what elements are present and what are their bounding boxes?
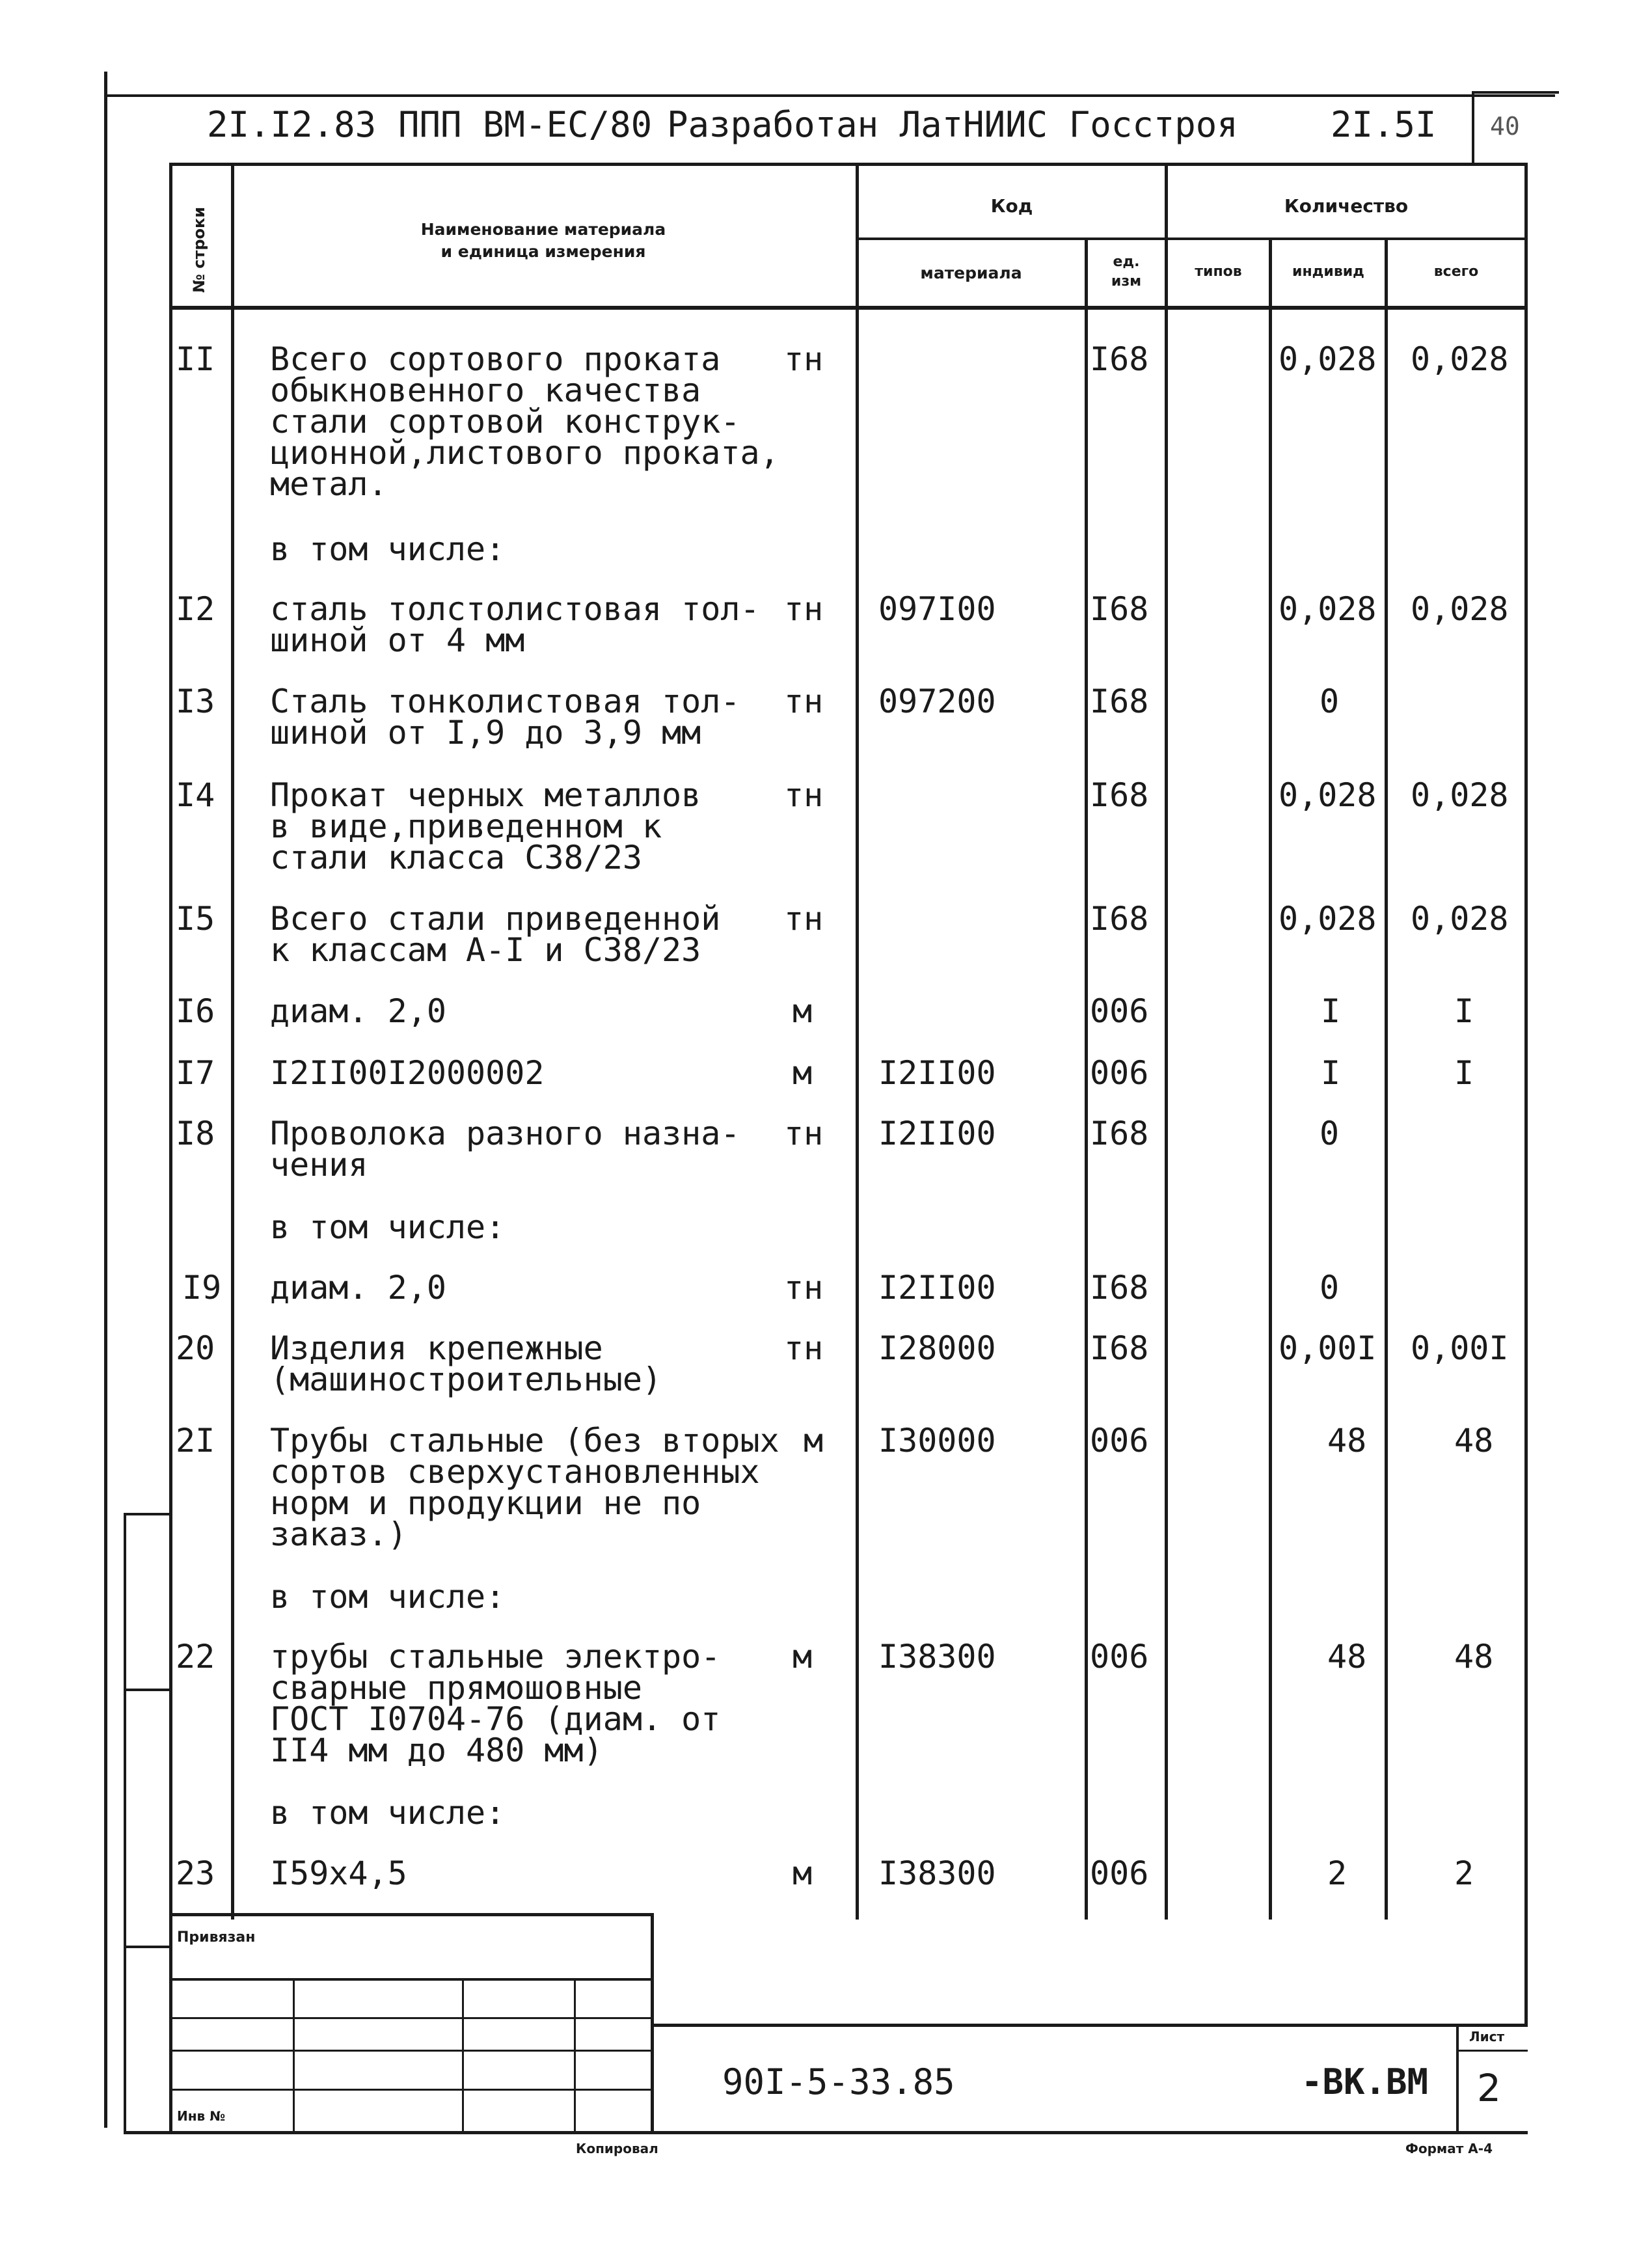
row-no: 2I <box>176 1422 215 1459</box>
row-unit: тн <box>784 776 824 814</box>
row-no: II <box>176 340 215 378</box>
margin-tick-1 <box>124 1513 172 1515</box>
sheet-number: 2 <box>1477 2066 1501 2110</box>
row-unit-code: I68 <box>1090 590 1149 628</box>
top-frame-line <box>104 94 1555 97</box>
row-no: I8 <box>176 1115 215 1152</box>
row-total: 2 <box>1454 1854 1474 1892</box>
row-unit: м <box>792 1638 813 1676</box>
row-name: Изделия крепежные (машиностроительные) <box>270 1329 662 1398</box>
stamp-mid-line <box>169 1978 654 1981</box>
row-total: 0,028 <box>1411 340 1509 378</box>
header-code-material: материала <box>920 264 1022 282</box>
row-total: 0,028 <box>1411 900 1509 938</box>
table-left-border <box>169 163 172 2134</box>
copied-label: Копировал <box>576 2141 658 2156</box>
row-total: 48 <box>1454 1638 1494 1676</box>
table-top-border <box>169 163 1528 166</box>
row-unit: тн <box>784 1269 824 1307</box>
row-material: 097I00 <box>878 590 996 628</box>
row-name: Проволока разного назна- чения <box>270 1115 740 1184</box>
row-total: 0,028 <box>1411 590 1509 628</box>
row-name: Всего сортового проката обыкновенного качества стали сортовой конструк- ционной,листового проката, метал. <box>270 340 779 503</box>
row-indiv: I <box>1321 992 1341 1030</box>
row-no: 22 <box>176 1638 215 1676</box>
row-no: I9 <box>182 1269 222 1307</box>
col-divider-types <box>1269 238 1272 1920</box>
row-unit-code: I68 <box>1090 900 1149 938</box>
row-no: I7 <box>176 1054 215 1092</box>
row-no: I4 <box>176 776 215 814</box>
row-name: Всего стали приведенной к классам А-I и С38/23 <box>270 900 721 969</box>
row-unit-code: 006 <box>1090 1638 1149 1676</box>
header-name-line2: и единица измерения <box>440 242 646 261</box>
row-name: диам. 2,0 <box>270 1269 446 1307</box>
row-no: I5 <box>176 900 215 938</box>
stamp-inv-label: Инв № <box>177 2108 226 2124</box>
row-material: I28000 <box>878 1329 996 1367</box>
row-unit: м <box>792 1854 813 1892</box>
row-unit: тн <box>784 590 824 628</box>
corner-mark: 40 <box>1490 112 1520 141</box>
header-code-group: Код <box>990 195 1033 217</box>
row-total: 0,028 <box>1411 776 1509 814</box>
row-indiv: 48 <box>1327 1638 1367 1676</box>
margin-inner-line <box>124 1513 126 2131</box>
row-indiv: 0 <box>1320 1115 1340 1152</box>
doc-number: 90I-5-33.85 <box>722 2061 955 2102</box>
row-unit-code: 006 <box>1090 992 1149 1030</box>
row-indiv: 0,028 <box>1279 776 1377 814</box>
doc-mark: -ВК.ВМ <box>1301 2061 1429 2102</box>
format-label: Формат А-4 <box>1405 2141 1493 2156</box>
header-bottom-border <box>169 306 1528 310</box>
row-unit-code: I68 <box>1090 776 1149 814</box>
row-total: I <box>1454 1054 1474 1092</box>
row-name: трубы стальные электро- сварные прямошовные ГОСТ I0704-76 (диам. от II4 мм до 480 мм) <box>270 1638 721 1769</box>
header-qty-total: всего <box>1433 264 1479 280</box>
header-qty-types: типов <box>1195 264 1242 280</box>
row-material: I2II00 <box>878 1269 996 1307</box>
header-qty-indiv: индивид <box>1292 264 1364 280</box>
row-material: I38300 <box>878 1638 996 1676</box>
left-margin-line <box>104 72 107 2128</box>
stamp-col-3 <box>574 1978 576 2131</box>
stamp-row-1 <box>169 2017 654 2019</box>
row-indiv: 0 <box>1320 1269 1340 1307</box>
header-doc: ППП ВМ-ЕС/80 <box>398 104 653 145</box>
row-name: Сталь тонколистовая тол- шиной от I,9 до 3,9 мм <box>270 683 740 752</box>
row-name: I2II00I2000002 <box>270 1054 545 1092</box>
row-unit: м <box>792 1054 813 1092</box>
row-no: I6 <box>176 992 215 1030</box>
row-unit-code: I68 <box>1090 1115 1149 1152</box>
row-material: 097200 <box>878 683 996 720</box>
stamp-col-2 <box>462 1978 464 2131</box>
header-developer: Разработан ЛатНИИС Госстроя <box>667 104 1238 145</box>
stamp-row-3 <box>169 2089 654 2091</box>
row-unit-code: I68 <box>1090 1329 1149 1367</box>
row-unit: тн <box>784 1115 824 1152</box>
row-material: I30000 <box>878 1422 996 1459</box>
row-indiv: 0 <box>1320 683 1340 720</box>
stamp-col-1 <box>293 1978 295 2131</box>
header-code-unit-2: изм <box>1111 273 1142 290</box>
col-divider-no <box>231 163 234 1920</box>
row-total: 48 <box>1454 1422 1494 1459</box>
header-code-unit-1: ед. <box>1113 254 1140 270</box>
header-row-no: № строки <box>190 206 208 293</box>
row-name: в том числе: <box>270 1208 506 1246</box>
margin-tick-3 <box>124 1946 172 1948</box>
row-unit-code: 006 <box>1090 1854 1149 1892</box>
row-unit-code: 006 <box>1090 1054 1149 1092</box>
row-unit-code: 006 <box>1090 1422 1149 1459</box>
row-name: Трубы стальные (без вторых сортов сверхустановленных норм и продукции не по заказ.) <box>270 1422 779 1553</box>
row-material: I2II00 <box>878 1054 996 1092</box>
row-unit: тн <box>784 340 824 378</box>
row-indiv: 0,00I <box>1279 1329 1377 1367</box>
row-unit: тн <box>784 900 824 938</box>
sheet-box-left <box>1456 2024 1459 2131</box>
row-name: в том числе: <box>270 1578 506 1616</box>
col-divider-qty <box>1165 163 1168 1920</box>
row-no: 20 <box>176 1329 215 1367</box>
row-name: в том числе: <box>270 530 506 568</box>
header-date: 2I.I2.83 <box>207 104 377 145</box>
row-unit: тн <box>784 683 824 720</box>
row-material: I2II00 <box>878 1115 996 1152</box>
row-total: I <box>1454 992 1474 1030</box>
row-indiv: 0,028 <box>1279 900 1377 938</box>
col-divider-material <box>856 163 859 1920</box>
row-unit: тн <box>784 1329 824 1367</box>
row-unit-code: I68 <box>1090 340 1149 378</box>
row-indiv: 48 <box>1327 1422 1367 1459</box>
row-indiv: 2 <box>1327 1854 1347 1892</box>
header-code: 2I.5I <box>1331 104 1437 145</box>
frame-bottom-line <box>124 2131 1528 2134</box>
row-no: 23 <box>176 1854 215 1892</box>
header-qty-group: Количество <box>1284 195 1409 217</box>
row-unit: м <box>804 1422 824 1459</box>
row-no: I3 <box>176 683 215 720</box>
row-name: I59x4,5 <box>270 1854 407 1892</box>
header-name-line1: Наименование материала <box>420 220 666 239</box>
header-subdivider <box>856 238 1528 240</box>
row-indiv: 0,028 <box>1279 590 1377 628</box>
margin-tick-2 <box>124 1689 172 1691</box>
row-name: диам. 2,0 <box>270 992 446 1030</box>
sheet-label: Лист <box>1469 2029 1505 2044</box>
row-unit-code: I68 <box>1090 1269 1149 1307</box>
row-name: в том числе: <box>270 1794 506 1832</box>
row-name: Прокат черных металлов в виде,приведенном к стали класса С38/23 <box>270 776 701 876</box>
col-divider-indiv <box>1385 238 1388 1920</box>
row-name: сталь толстолистовая тол- шиной от 4 мм <box>270 590 760 659</box>
row-material: I38300 <box>878 1854 996 1892</box>
table-right-border <box>1524 163 1528 2024</box>
col-divider-unitcode <box>1085 238 1088 1920</box>
row-unit: м <box>792 992 813 1030</box>
row-total: 0,00I <box>1411 1329 1509 1367</box>
stamp-bound-label: Привязан <box>177 1929 256 1946</box>
stamp-row-2 <box>169 2050 654 2052</box>
row-unit-code: I68 <box>1090 683 1149 720</box>
row-indiv: I <box>1321 1054 1341 1092</box>
row-no: I2 <box>176 590 215 628</box>
sheet-box-divider <box>1456 2050 1528 2052</box>
row-indiv: 0,028 <box>1279 340 1377 378</box>
stamp-top-line <box>169 1913 654 1916</box>
stamp-main-top-line <box>651 2024 1528 2027</box>
